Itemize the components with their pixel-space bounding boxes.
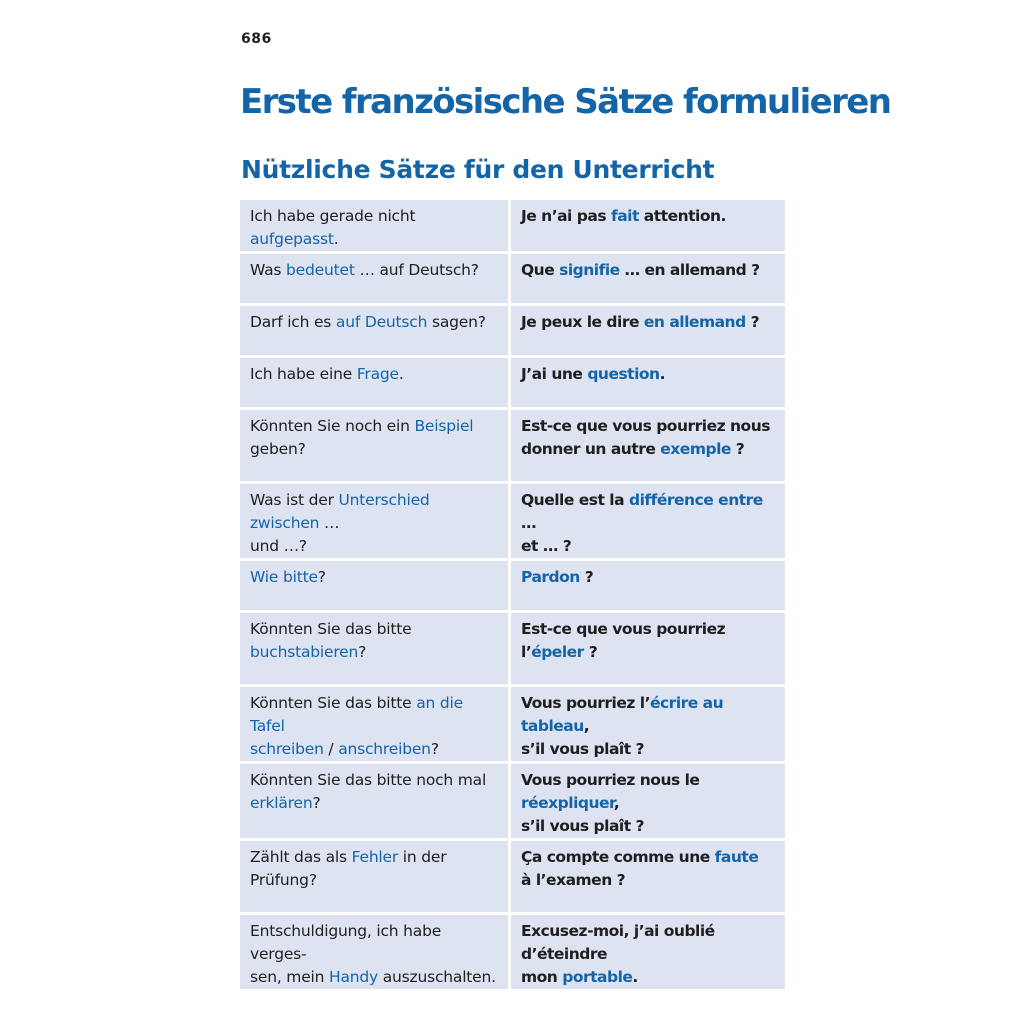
phrase-text: Könnten Sie das bitte noch mal (250, 771, 487, 789)
table-row (240, 841, 785, 915)
french-phrase (511, 306, 785, 358)
phrase-text: Que (521, 261, 560, 279)
highlighted-term: erklären (250, 794, 313, 812)
phrase-text: ? (317, 568, 326, 586)
french-phrase (511, 484, 785, 561)
phrase-text: Vous pourriez l’ (521, 694, 650, 712)
phrase-text: Was (250, 261, 287, 279)
chapter-title: Erste französische Sätze formulieren (240, 82, 891, 122)
phrase-text: . (398, 365, 404, 383)
phrase-text: auszuschalten. (377, 968, 496, 986)
german-phrase (240, 200, 511, 254)
phrase-text: s’il vous plaît ? (521, 740, 645, 758)
highlighted-term: écrire au tableau (521, 694, 724, 735)
highlighted-term: Pardon (521, 568, 580, 586)
section-title: Nützliche Sätze für den Unterricht (241, 155, 715, 184)
table-row (240, 687, 785, 764)
phrase-text: Je peux le dire (521, 313, 644, 331)
phrase-text: Excusez-moi, j’ai oublié d’éteindre (521, 922, 715, 963)
german-phrase (240, 915, 511, 989)
french-phrase (511, 915, 785, 989)
table-row (240, 200, 785, 254)
phrase-text: Könnten Sie das bitte (250, 620, 412, 638)
phrase-text: donner un autre (521, 440, 661, 458)
phrase-text: Zählt das als (250, 848, 352, 866)
phrase-text: J’ai une (521, 365, 588, 383)
highlighted-term: aufgepasst (250, 230, 334, 248)
phrase-text: Könnten Sie das bitte (250, 694, 417, 712)
phrase-text: et … ? (521, 537, 572, 555)
german-phrase (240, 561, 511, 613)
highlighted-term: an die Tafel (250, 694, 463, 735)
highlighted-term: fait (610, 207, 639, 225)
table-row (240, 613, 785, 687)
highlighted-term: différence entre (628, 491, 763, 509)
german-phrase (240, 841, 511, 915)
phrase-text: Est-ce que vous pourriez l’ (521, 620, 726, 661)
german-phrase (240, 613, 511, 687)
highlighted-term: portable (562, 968, 633, 986)
phrase-text: Vous pourriez nous le (521, 771, 700, 789)
phrase-text: . (632, 968, 638, 986)
phrase-text: Was ist der (250, 491, 339, 509)
table-row (240, 484, 785, 561)
french-phrase (511, 358, 785, 410)
highlighted-term: faute (714, 848, 759, 866)
phrase-text: in der Prüfung? (250, 848, 447, 889)
german-phrase (240, 764, 511, 841)
german-phrase (240, 358, 511, 410)
french-phrase (511, 254, 785, 306)
phrase-text: à l’examen ? (521, 871, 626, 889)
phrase-text: mon (521, 968, 563, 986)
phrase-text: … (319, 514, 340, 532)
phrase-text: Ça compte comme une (521, 848, 715, 866)
highlighted-term: bedeutet (286, 261, 355, 279)
highlighted-term: en allemand (643, 313, 746, 331)
phrase-text: , (583, 717, 590, 735)
highlighted-term: épeler (531, 643, 584, 661)
german-phrase (240, 254, 511, 306)
german-phrase (240, 410, 511, 484)
phrase-text: ? (430, 740, 439, 758)
phrase-text: ? (312, 794, 321, 812)
highlighted-term: question (587, 365, 660, 383)
phrase-text: ? (745, 313, 760, 331)
phrase-text: ? (358, 643, 367, 661)
phrase-text: und …? (250, 537, 307, 555)
phrase-text: … en allemand ? (619, 261, 760, 279)
table-row (240, 410, 785, 484)
highlighted-term: Fehler (351, 848, 399, 866)
phrase-text: Darf ich es (250, 313, 336, 331)
highlighted-term: signifie (559, 261, 620, 279)
highlighted-term: exemple (660, 440, 731, 458)
french-phrase (511, 561, 785, 613)
highlighted-term: auf Deutsch (335, 313, 428, 331)
phrase-text: Ich habe gerade nicht (250, 207, 416, 225)
highlighted-term: Handy (328, 968, 378, 986)
german-phrase (240, 306, 511, 358)
french-phrase (511, 841, 785, 915)
phrase-text: Est-ce que vous pourriez nous (521, 417, 770, 435)
french-phrase (511, 687, 785, 764)
phrase-text: attention. (638, 207, 726, 225)
phrase-text: … (521, 514, 536, 532)
german-phrase (240, 687, 511, 764)
phrase-text: s’il vous plaît ? (521, 817, 645, 835)
table-row (240, 764, 785, 841)
phrase-text: , (613, 794, 620, 812)
phrase-text: ? (730, 440, 745, 458)
phrase-table-body (240, 200, 785, 989)
table-row (240, 561, 785, 613)
highlighted-term: anschreiben (338, 740, 431, 758)
phrase-text: Könnten Sie noch ein (250, 417, 415, 435)
highlighted-term: buchstabieren (250, 643, 359, 661)
table-row (240, 915, 785, 989)
phrase-text: Quelle est la (521, 491, 629, 509)
phrase-text: . (333, 230, 339, 248)
phrase-text: … auf Deutsch? (354, 261, 479, 279)
highlighted-term: Frage (356, 365, 399, 383)
phrase-text: Entschuldigung, ich habe verges- (250, 922, 442, 963)
french-phrase (511, 764, 785, 841)
page-number: 686 (241, 31, 272, 47)
highlighted-term: schreiben (250, 740, 324, 758)
highlighted-term: Wie bitte (250, 568, 318, 586)
phrase-text: sagen? (427, 313, 486, 331)
table-row (240, 254, 785, 306)
french-phrase (511, 200, 785, 254)
phrase-text: sen, mein (250, 968, 329, 986)
french-phrase (511, 613, 785, 687)
phrase-text: ? (583, 643, 598, 661)
phrase-text: . (659, 365, 665, 383)
phrase-text: geben? (250, 440, 306, 458)
phrase-text: Ich habe eine (250, 365, 357, 383)
table-row (240, 306, 785, 358)
highlighted-term: réexpliquer (521, 794, 614, 812)
highlighted-term: Beispiel (414, 417, 474, 435)
phrase-text: / (323, 740, 339, 758)
german-phrase (240, 484, 511, 561)
phrase-table (240, 200, 785, 989)
highlighted-term: Unterschied zwischen (250, 491, 430, 532)
phrase-text: ? (579, 568, 594, 586)
phrase-text: Je n’ai pas (521, 207, 611, 225)
table-row (240, 358, 785, 410)
french-phrase (511, 410, 785, 484)
